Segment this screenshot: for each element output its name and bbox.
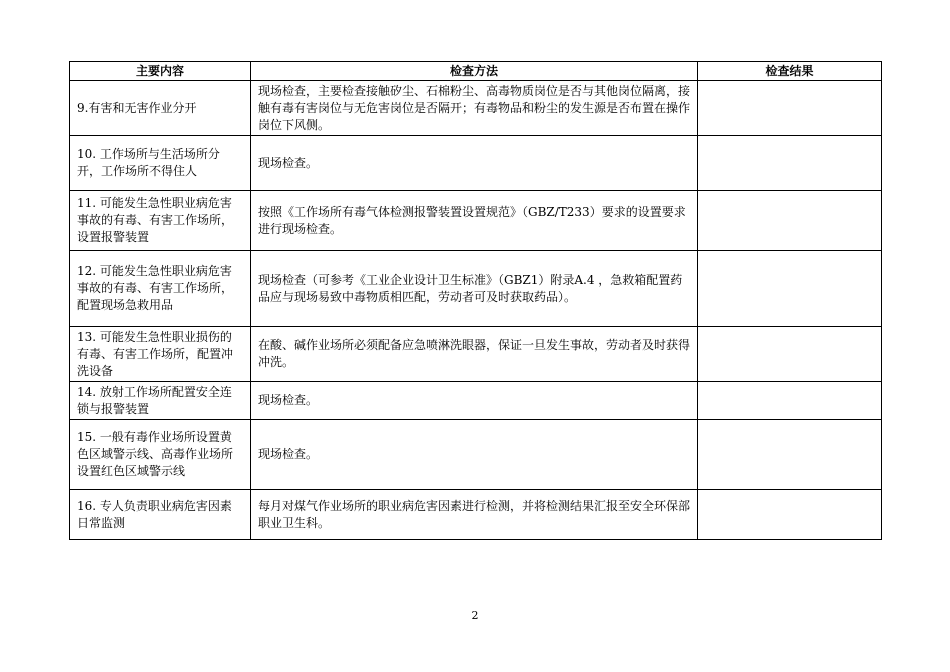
table-row	[70, 191, 882, 251]
row-method: 现场检查，主要检查接触矽尘、石棉粉尘、高毒物质岗位是否与其他岗位隔离，接触有毒有害岗位与无危害岗位是否隔开；有毒物品和粉尘的发生源是否布置在操作岗位下风侧。	[251, 81, 698, 136]
table-row	[70, 136, 882, 191]
row-result	[698, 191, 882, 251]
row-content: 11. 可能发生急性职业病危害事故的有毒、有害工作场所，设置报警装置	[70, 191, 251, 251]
header-check-method: 检查方法	[251, 62, 698, 81]
table-row	[70, 251, 882, 327]
row-method: 现场检查（可参考《工业企业设计卫生标准》（GBZ1）附录A.4 ，急救箱配置药品应与现场易致中毒物质相匹配，劳动者可及时获取药品）。	[251, 251, 698, 327]
row-content: 10. 工作场所与生活场所分开，工作场所不得住人	[70, 136, 251, 191]
row-result	[698, 251, 882, 327]
page-number: 2	[471, 609, 479, 622]
inspection-table	[69, 61, 882, 540]
row-result	[698, 81, 882, 136]
row-method: 在酸、碱作业场所必须配备应急喷淋洗眼器，保证一旦发生事故，劳动者及时获得冲洗。	[251, 327, 698, 382]
row-content: 14. 放射工作场所配置安全连锁与报警装置	[70, 382, 251, 420]
row-method: 按照《工作场所有毒气体检测报警装置设置规范》（GBZ/T233）要求的设置要求进行现场检查。	[251, 191, 698, 251]
row-result	[698, 136, 882, 191]
table-header-row	[70, 62, 882, 81]
table-row	[70, 81, 882, 136]
header-check-result: 检查结果	[698, 62, 882, 81]
table-row	[70, 490, 882, 540]
table-row	[70, 327, 882, 382]
row-content: 9.有害和无害作业分开	[70, 81, 251, 136]
row-content: 12. 可能发生急性职业病危害事故的有毒、有害工作场所，配置现场急救用品	[70, 251, 251, 327]
row-method: 现场检查。	[251, 420, 698, 490]
row-method: 每月对煤气作业场所的职业病危害因素进行检测，并将检测结果汇报至安全环保部职业卫生科。	[251, 490, 698, 540]
row-result	[698, 327, 882, 382]
row-result	[698, 420, 882, 490]
row-method: 现场检查。	[251, 382, 698, 420]
table-row	[70, 382, 882, 420]
table-row	[70, 420, 882, 490]
row-result	[698, 490, 882, 540]
row-content: 16. 专人负责职业病危害因素日常监测	[70, 490, 251, 540]
row-method: 现场检查。	[251, 136, 698, 191]
row-content: 15. 一般有毒作业场所设置黄色区域警示线、高毒作业场所设置红色区域警示线	[70, 420, 251, 490]
row-content: 13. 可能发生急性职业损伤的有毒、有害工作场所，配置冲洗设备	[70, 327, 251, 382]
row-result	[698, 382, 882, 420]
header-main-content: 主要内容	[70, 62, 251, 81]
